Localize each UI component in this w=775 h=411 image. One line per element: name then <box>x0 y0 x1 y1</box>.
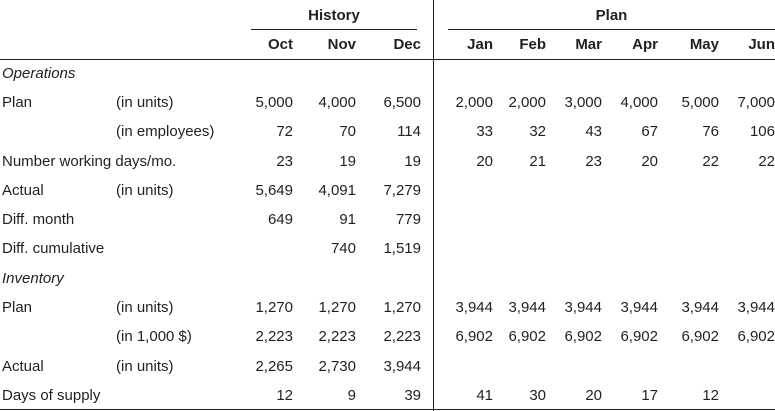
section-inventory: Inventory <box>2 270 64 287</box>
table-cell: 30 <box>529 387 546 404</box>
table-cell: 3,944 <box>620 299 658 316</box>
table-cell: 9 <box>347 387 356 404</box>
table-cell: 19 <box>404 153 421 170</box>
row-unit: (in units) <box>116 182 174 199</box>
table-cell: 19 <box>339 153 356 170</box>
row-label: Diff. month <box>2 211 75 228</box>
month-header-nov: Nov <box>327 36 356 53</box>
history-group-header: History <box>308 7 360 24</box>
plan-group-rule <box>448 29 775 30</box>
table-cell: 2,223 <box>383 328 421 345</box>
history-plan-divider <box>433 0 434 411</box>
table-cell: 2,223 <box>318 328 356 345</box>
table-cell: 20 <box>585 387 602 404</box>
table-cell: 2,730 <box>318 358 356 375</box>
table-cell: 39 <box>404 387 421 404</box>
row-label: Days of supply <box>2 387 101 404</box>
month-header-jun: Jun <box>748 36 775 53</box>
month-header-dec: Dec <box>393 36 421 53</box>
row-label: Plan <box>2 94 33 111</box>
header-bottom-rule <box>0 59 775 60</box>
table-cell: 779 <box>395 211 421 228</box>
table-cell: 1,270 <box>318 299 356 316</box>
table-cell: 6,902 <box>620 328 658 345</box>
table-cell: 41 <box>476 387 493 404</box>
table-cell: 6,902 <box>681 328 719 345</box>
row-label: Number working days/mo. <box>2 153 177 170</box>
table-cell: 2,000 <box>508 94 546 111</box>
section-operations: Operations <box>2 65 76 82</box>
table-cell: 76 <box>702 123 719 140</box>
table-cell: 72 <box>276 123 293 140</box>
month-header-may: May <box>689 36 719 53</box>
table-cell: 22 <box>702 153 719 170</box>
table-cell: 5,000 <box>681 94 719 111</box>
table-cell: 6,902 <box>737 328 775 345</box>
table-cell: 649 <box>267 211 293 228</box>
month-header-mar: Mar <box>575 36 602 53</box>
table-cell: 6,902 <box>508 328 546 345</box>
table-cell: 23 <box>276 153 293 170</box>
table-cell: 3,944 <box>383 358 421 375</box>
month-header-oct: Oct <box>267 36 293 53</box>
table-cell: 22 <box>758 153 775 170</box>
table-cell: 5,000 <box>255 94 293 111</box>
table-cell: 740 <box>330 240 356 257</box>
table-cell: 32 <box>529 123 546 140</box>
table-cell: 3,944 <box>508 299 546 316</box>
row-unit: (in units) <box>116 94 174 111</box>
table-cell: 67 <box>641 123 658 140</box>
row-unit: (in 1,000 $) <box>116 328 192 345</box>
table-cell: 12 <box>702 387 719 404</box>
month-header-apr: Apr <box>632 36 658 53</box>
table-cell: 1,270 <box>255 299 293 316</box>
table-cell: 106 <box>749 123 775 140</box>
month-header-jan: Jan <box>467 36 493 53</box>
table-cell: 12 <box>276 387 293 404</box>
plan-group-header: Plan <box>595 7 628 24</box>
row-label: Actual <box>2 358 44 375</box>
table-cell: 21 <box>529 153 546 170</box>
table-cell: 2,000 <box>455 94 493 111</box>
row-unit: (in units) <box>116 358 174 375</box>
table-cell: 1,519 <box>383 240 421 257</box>
row-label: Diff. cumulative <box>2 240 105 257</box>
table-cell: 2,265 <box>255 358 293 375</box>
table-cell: 91 <box>339 211 356 228</box>
table-cell: 33 <box>476 123 493 140</box>
table-cell: 70 <box>339 123 356 140</box>
table-cell: 20 <box>641 153 658 170</box>
row-label: Actual <box>2 182 44 199</box>
table-cell: 43 <box>585 123 602 140</box>
history-group-rule <box>251 29 417 30</box>
table-cell: 6,500 <box>383 94 421 111</box>
table-cell: 3,944 <box>564 299 602 316</box>
table-cell: 4,091 <box>318 182 356 199</box>
table-cell: 17 <box>641 387 658 404</box>
table-cell: 3,944 <box>681 299 719 316</box>
table-cell: 4,000 <box>620 94 658 111</box>
table-cell: 6,902 <box>564 328 602 345</box>
table-cell: 5,649 <box>255 182 293 199</box>
table-bottom-rule <box>0 409 775 410</box>
table-cell: 3,944 <box>737 299 775 316</box>
table-cell: 7,000 <box>737 94 775 111</box>
table-cell: 3,944 <box>455 299 493 316</box>
table-cell: 23 <box>585 153 602 170</box>
table-cell: 1,270 <box>383 299 421 316</box>
row-unit: (in employees) <box>116 123 215 140</box>
table-cell: 6,902 <box>455 328 493 345</box>
table-cell: 2,223 <box>255 328 293 345</box>
row-label: Plan <box>2 299 33 316</box>
row-unit: (in units) <box>116 299 174 316</box>
table-cell: 20 <box>476 153 493 170</box>
table-cell: 4,000 <box>318 94 356 111</box>
table-cell: 3,000 <box>564 94 602 111</box>
table-cell: 114 <box>397 123 421 140</box>
table-cell: 7,279 <box>383 182 421 199</box>
month-header-feb: Feb <box>519 36 546 53</box>
